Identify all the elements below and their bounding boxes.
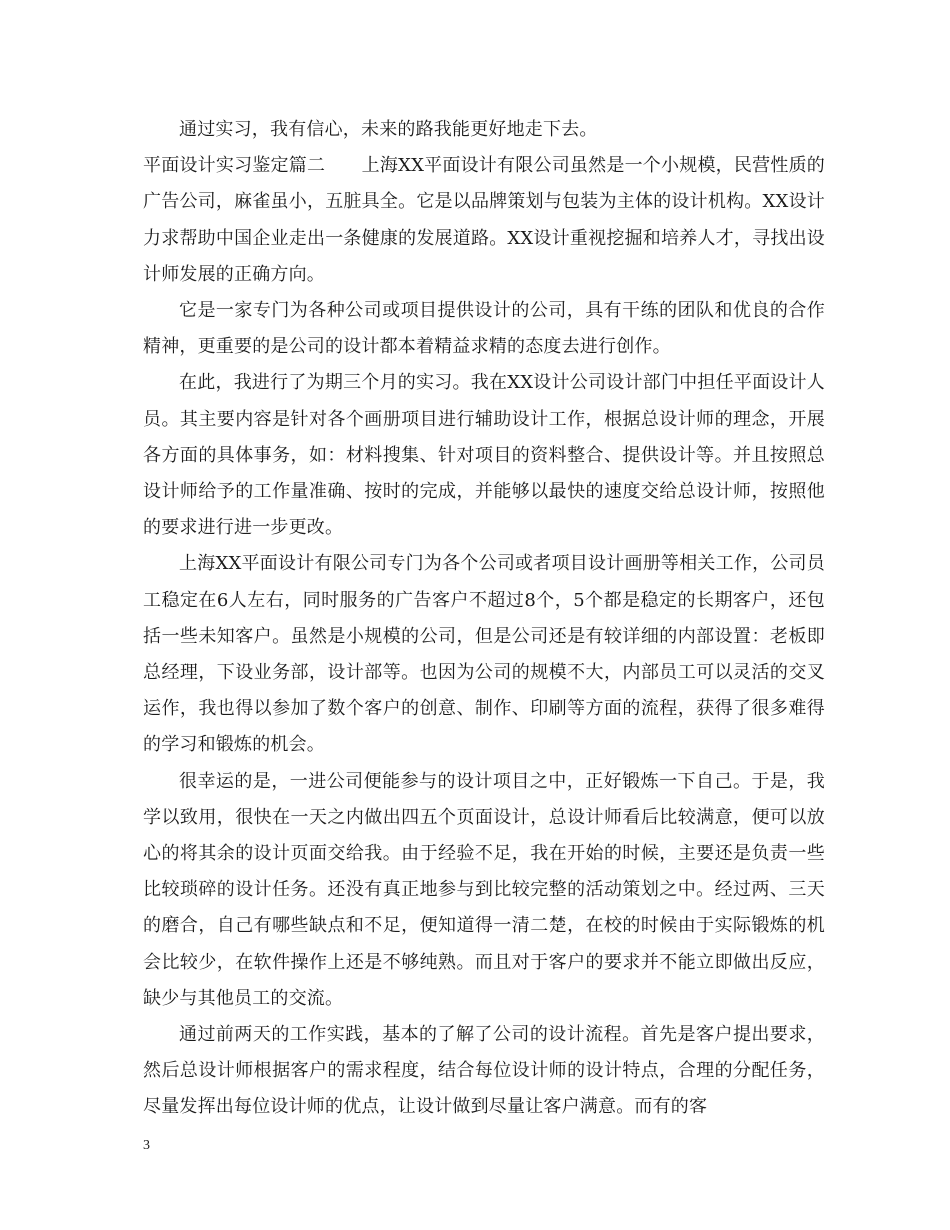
paragraph-5: 上海XX平面设计有限公司专门为各个公司或者项目设计画册等相关工作，公司员工稳定在6人左右，同时服务的广告客户不超过8个，5个都是稳定的长期客户，还包括一些未知客户。虽然是小规模的公司，但是公司还是有较详细的内部设置：老板即总经理，下设业务部，设计部等。也因为公司的规模不大，内部员工可以灵活的交叉运作，我也得以参加了数个客户的创意、制作、印刷等方面的流程，获得了很多难得的学习和锻炼的机会。 — [143, 553, 825, 756]
paragraph-7: 通过前两天的工作实践，基本的了解了公司的设计流程。首先是客户提出要求，然后总设计师根据客户的需求程度，结合每位设计师的设计特点，合理的分配任务，尽量发挥出每位设计师的优点，让设计做到尽量让客户满意。而有的客 — [143, 1024, 825, 1118]
page-number: 3 — [143, 1138, 150, 1153]
document-body — [143, 112, 825, 1126]
paragraph-6: 很幸运的是，一进公司便能参与的设计项目之中，正好锻炼一下自己。于是，我学以致用，很快在一天之内做出四五个页面设计，总设计师看后比较满意，便可以放心的将其余的设计页面交给我。由于经验不足，我在开始的时候，主要还是负责一些比较琐碎的设计任务。还没有真正地参与到比较完整的活动策划之中。经过两、三天的磨合，自己有哪些缺点和不足，便知道得一清二楚，在校的时候由于实际锻炼的机会比较少，在软件操作上还是不够纯熟。而且对于客户的要求并不能立即做出反应，缺少与其他员工的交流。 — [143, 770, 825, 1009]
paragraph-1: 通过实习，我有信心，未来的路我能更好地走下去。 — [179, 119, 598, 140]
paragraph-4: 在此，我进行了为期三个月的实习。我在XX设计公司设计部门中担任平面设计人员。其主要内容是针对各个画册项目进行辅助设计工作，根据总设计师的理念，开展各方面的具体事务，如：材料搜集、针对项目的资料整合、提供设计等。并且按照总设计师给予的工作量准确、按时的完成，并能够以最快的速度交给总设计师，按照他的要求进行进一步更改。 — [143, 372, 825, 539]
paragraph-3: 它是一家专门为各种公司或项目提供设计的公司，具有干练的团队和优良的合作精神，更重要的是公司的设计都本着精益求精的态度去进行创作。 — [143, 300, 825, 358]
paragraph-2-section-heading: 平面设计实习鉴定篇二 上海XX平面设计有限公司虽然是一个小规模，民营性质的广告公司，麻雀虽小，五脏具全。它是以品牌策划与包装为主体的设计机构。XX设计力求帮助中国企业走出一条健康的发展道路。XX设计重视挖掘和培养人才，寻找出设计师发展的正确方向。 — [143, 155, 825, 285]
